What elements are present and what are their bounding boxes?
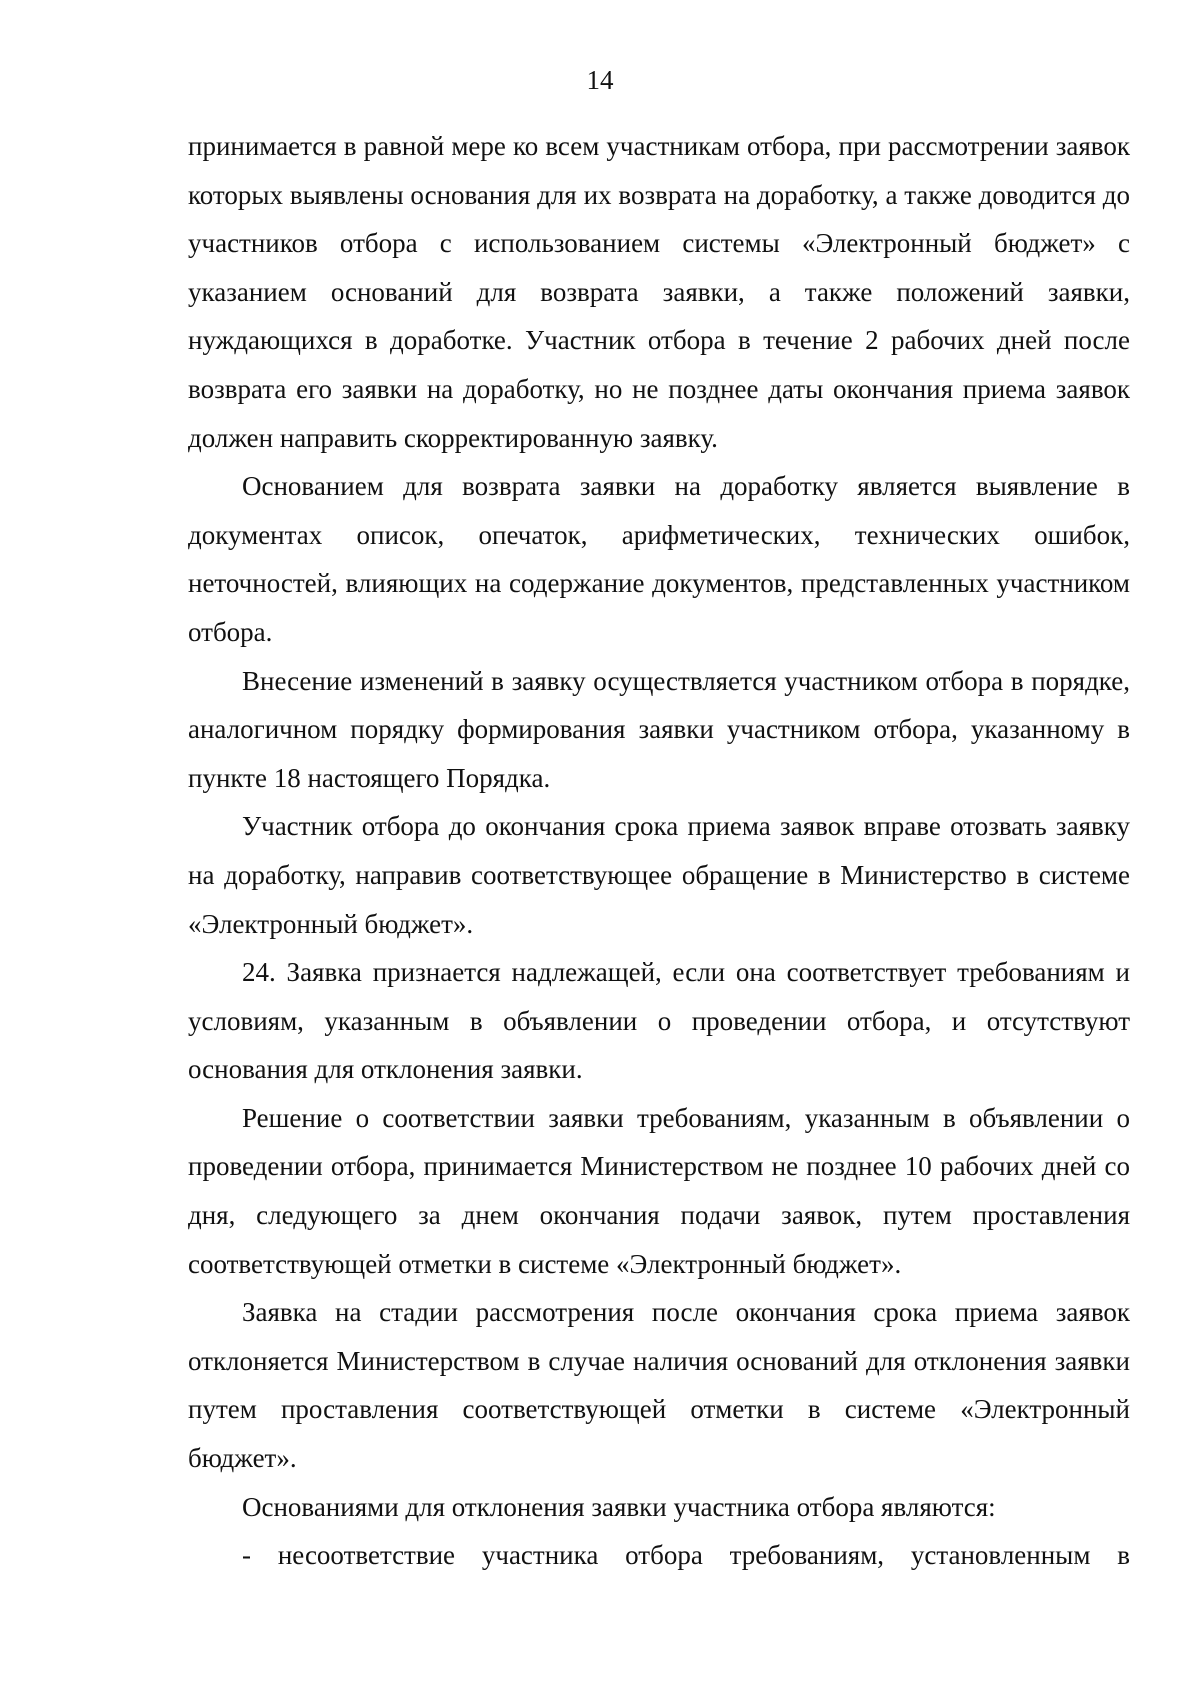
paragraph-return-grounds: Основанием для возврата заявки на доработку является выявление в документах описок, опечаток, арифметических, технических ошибок, неточностей, влияющих на содержание документов, представленных участником отбора.: [188, 471, 1130, 647]
paragraph-rejection-grounds: Основаниями для отклонения заявки участника отбора являются:: [242, 1491, 996, 1522]
paragraph-rejection: Заявка на стадии рассмотрения после окончания срока приема заявок отклоняется Министерством в случае наличия оснований для отклонения заявки путем проставления соответствующей отметки в системе «Электронный бюджет».: [188, 1297, 1130, 1474]
paragraph-changes: Внесение изменений в заявку осуществляется участником отбора в порядке, аналогичном порядку формирования заявки участником отбора, указанному в пункте 18 настоящего Порядка.: [188, 665, 1130, 793]
paragraph-item-24: 24. Заявка признается надлежащей, если она соответствует требованиям и условиям, указанным в объявлении о проведении отбора, и отсутствуют основания для отклонения заявки.: [188, 957, 1130, 1085]
list-item-noncompliance: - несоответствие участника отбора требованиям, установленным в: [242, 1540, 1130, 1571]
paragraph-decision: Решение о соответствии заявки требованиям, указанным в объявлении о проведении отбора, принимается Министерством не позднее 10 рабочих дней со дня, следующего за днем окончания подачи заявок, путем проставления соответствующей отметки в системе «Электронный бюджет».: [188, 1102, 1130, 1279]
paragraph-continuation: принимается в равной мере ко всем участникам отбора, при рассмотрении заявок которых выявлены основания для их возврата на доработку, а также доводится до участников отбора с использованием системы «Электронный бюджет» с указанием оснований для возврата заявки, а также положений заявки, нуждающихся в доработке. Участник отбора в течение 2 рабочих дней после возврата его заявки на доработку, но не позднее даты окончания приема заявок должен направить скорректированную заявку.: [188, 131, 1130, 453]
page-number: 14: [586, 65, 614, 95]
document-body: [188, 122, 1130, 1580]
paragraph-withdrawal: Участник отбора до окончания срока приема заявок вправе отозвать заявку на доработку, направив соответствующее обращение в Министерство в системе «Электронный бюджет».: [188, 811, 1130, 939]
